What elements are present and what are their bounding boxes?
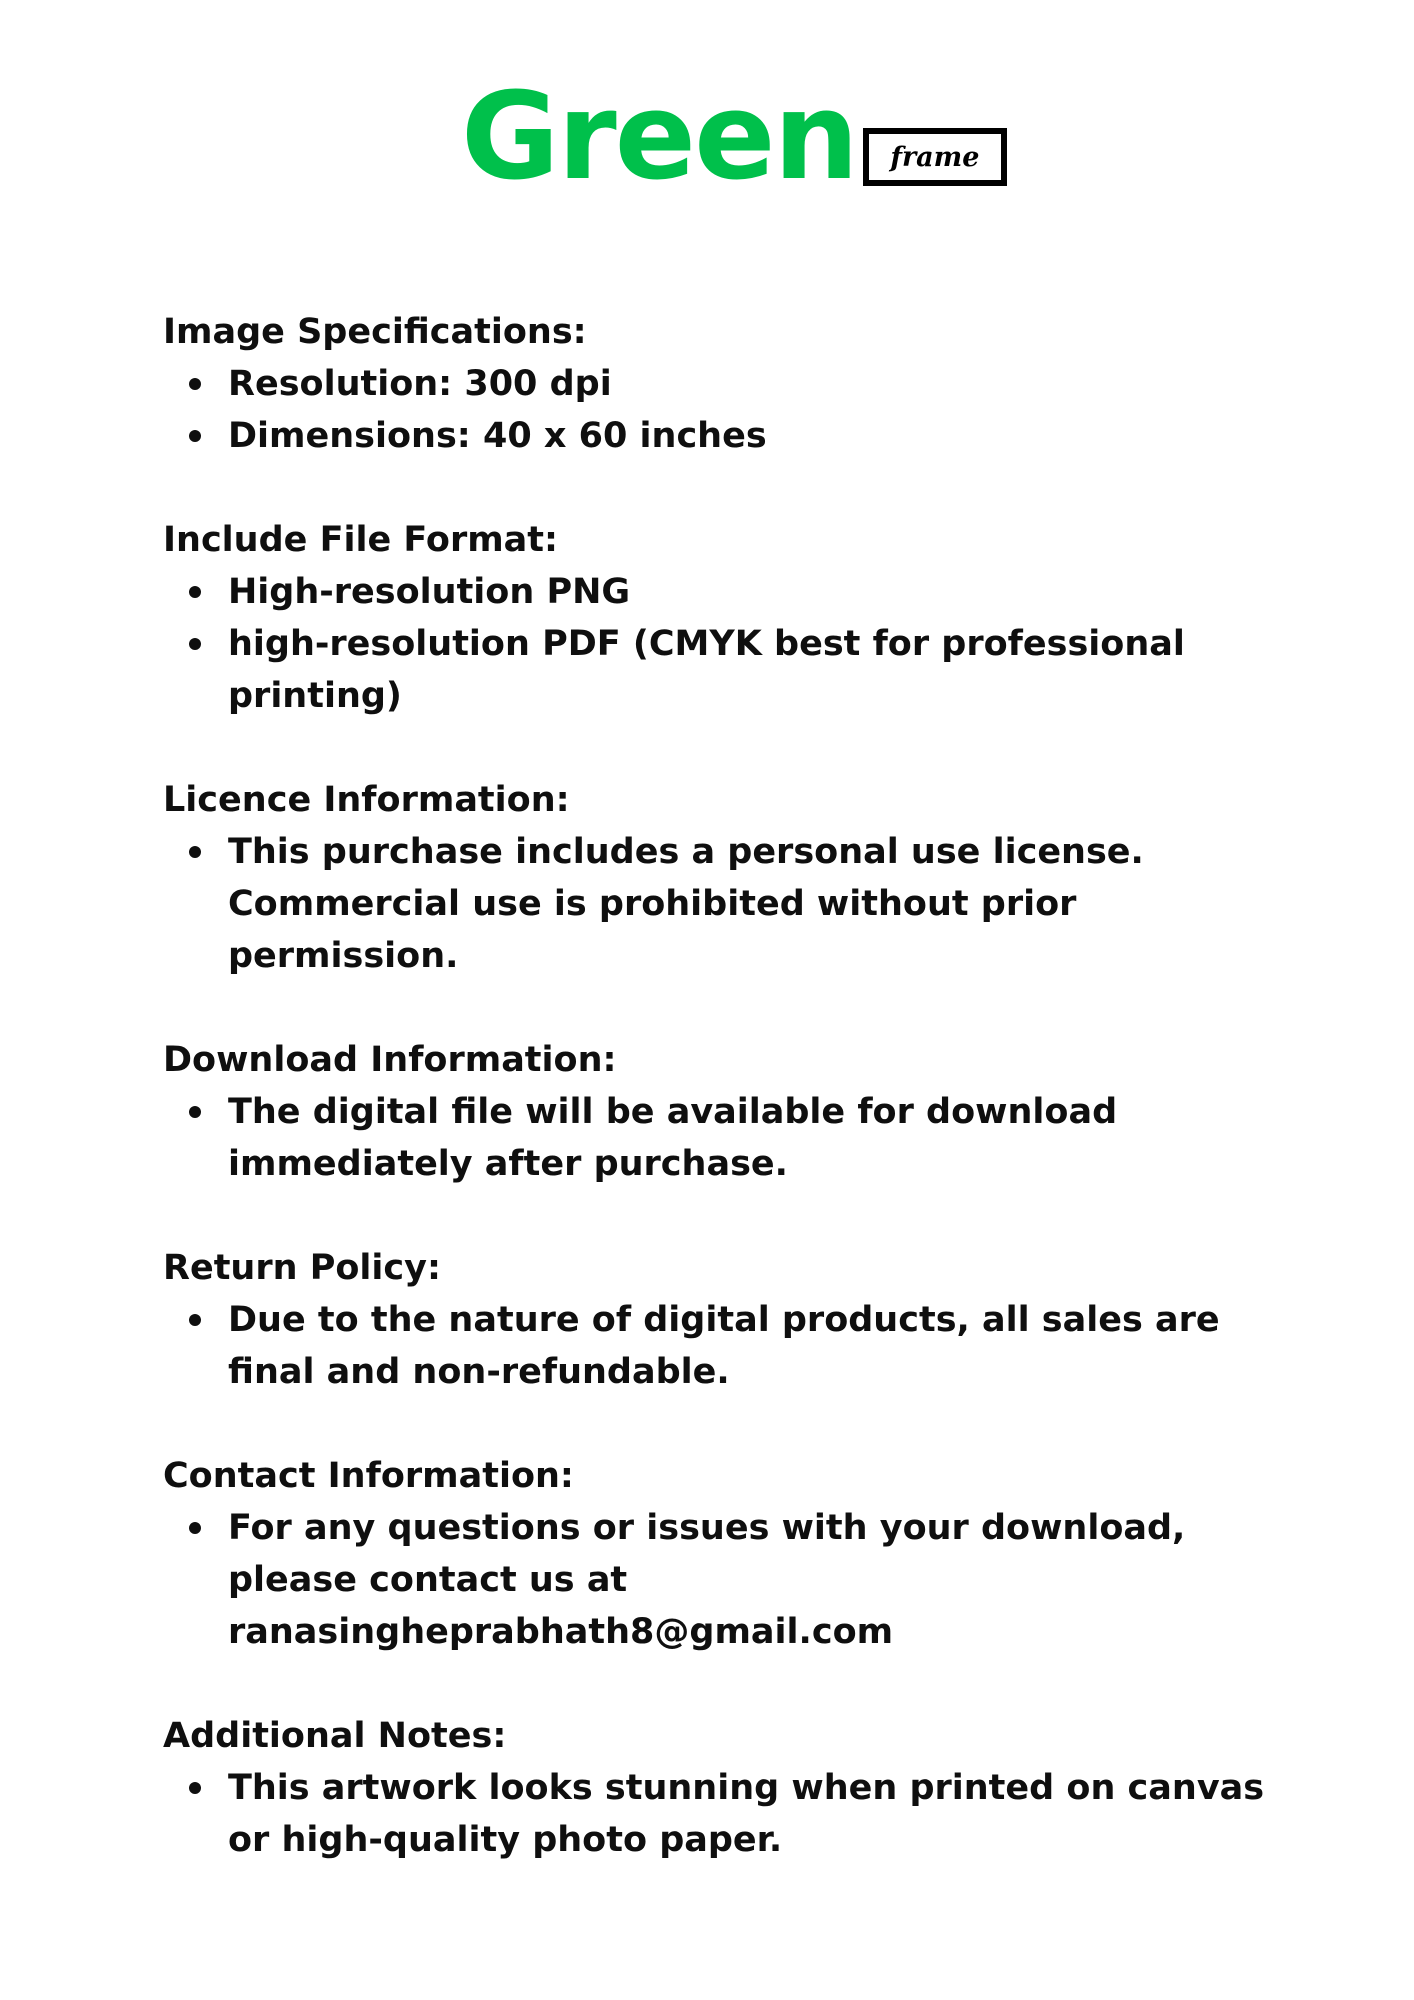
list-item-text: For any questions or issues with your download, please contact us at ranasingheprabhath8@gmail.com <box>228 1508 1186 1652</box>
bullet-icon <box>189 846 201 858</box>
section-title: Download Information: <box>163 1040 617 1080</box>
bullet-list <box>163 358 1293 462</box>
list-item-text: Due to the nature of digital products, all sales are final and non-refundable. <box>228 1300 1220 1392</box>
section-image-specifications <box>163 306 1293 462</box>
list-item-text: High-resolution PNG <box>228 572 631 612</box>
section-title: Licence Information: <box>163 780 570 820</box>
section-title: Additional Notes: <box>163 1716 507 1756</box>
logo-wordmark: Green <box>461 68 857 207</box>
bullet-list <box>163 1294 1293 1398</box>
bullet-icon <box>189 1106 201 1118</box>
list-item <box>163 1502 1293 1658</box>
bullet-icon <box>189 1782 201 1794</box>
product-details <box>163 306 1293 1918</box>
bullet-icon <box>189 1314 201 1326</box>
list-item <box>163 826 1293 982</box>
bullet-icon <box>189 378 201 390</box>
section-return-policy <box>163 1242 1293 1398</box>
list-item-text: This artwork looks stunning when printed on canvas or high-quality photo paper. <box>228 1768 1265 1860</box>
logo <box>461 68 1007 207</box>
bullet-list <box>163 826 1293 982</box>
section-title: Include File Format: <box>163 520 559 560</box>
section-download-information <box>163 1034 1293 1190</box>
bullet-list <box>163 1502 1293 1658</box>
section-file-format <box>163 514 1293 722</box>
section-additional-notes <box>163 1710 1293 1866</box>
list-item <box>163 410 1293 462</box>
section-licence-information <box>163 774 1293 982</box>
list-item <box>163 566 1293 618</box>
list-item-text: Resolution: 300 dpi <box>228 364 612 404</box>
list-item <box>163 618 1293 722</box>
section-title: Image Specifications: <box>163 312 587 352</box>
list-item-text: Dimensions: 40 x 60 inches <box>228 416 767 456</box>
section-contact-information <box>163 1450 1293 1658</box>
bullet-icon <box>189 638 201 650</box>
list-item <box>163 1294 1293 1398</box>
bullet-icon <box>189 586 201 598</box>
section-title: Return Policy: <box>163 1248 441 1288</box>
list-item <box>163 358 1293 410</box>
bullet-list <box>163 566 1293 722</box>
section-title: Contact Information: <box>163 1456 574 1496</box>
bullet-icon <box>189 1522 201 1534</box>
bullet-list <box>163 1762 1293 1866</box>
list-item <box>163 1762 1293 1866</box>
list-item-text: This purchase includes a personal use license. Commercial use is prohibited without prior permission. <box>228 832 1144 976</box>
bullet-list <box>163 1086 1293 1190</box>
bullet-icon <box>189 430 201 442</box>
list-item-text: high-resolution PDF (CMYK best for professional printing) <box>228 624 1185 716</box>
list-item-text: The digital file will be available for download immediately after purchase. <box>228 1092 1118 1184</box>
logo-frame-badge: frame <box>863 128 1007 186</box>
list-item <box>163 1086 1293 1190</box>
